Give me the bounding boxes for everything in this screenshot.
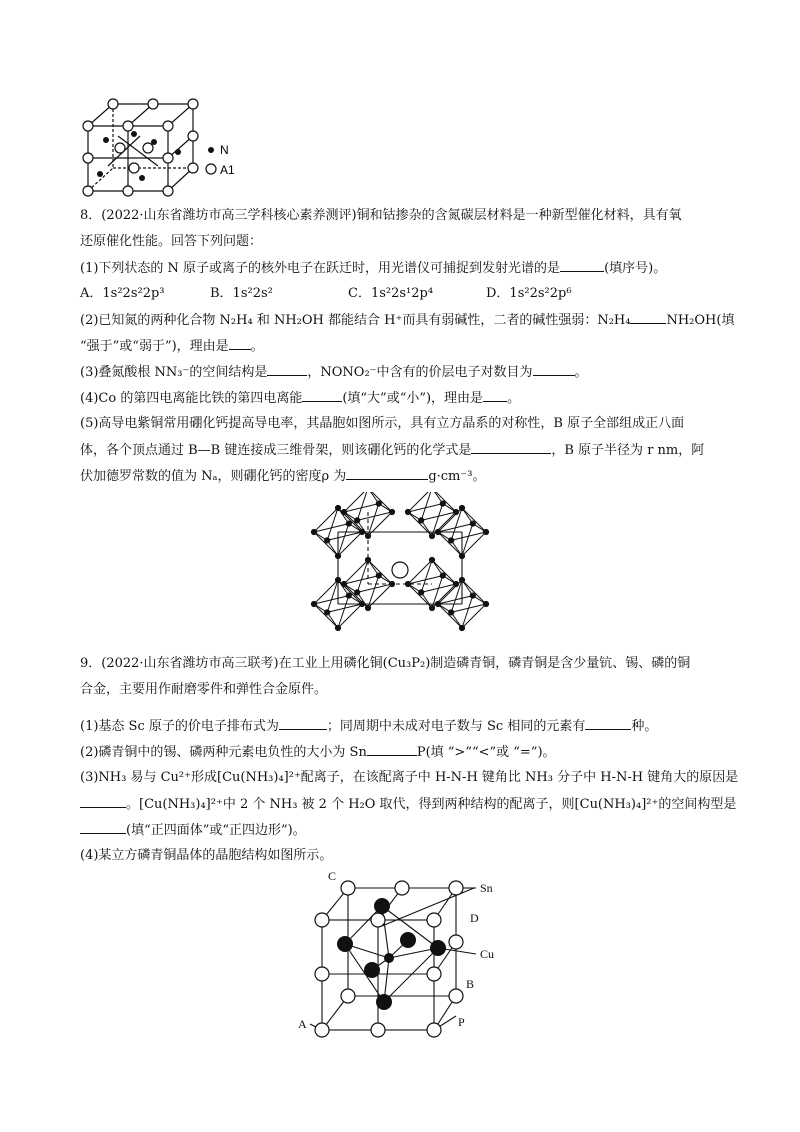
b-atom xyxy=(335,625,340,630)
b-atom xyxy=(311,601,316,606)
b-atom xyxy=(470,593,475,598)
label-d: D xyxy=(470,911,479,925)
q9-part-1 xyxy=(80,716,657,737)
b-atom xyxy=(483,529,488,534)
q8-p2-line2: “强于”或“弱于”)，理由是 xyxy=(80,339,229,354)
b-atom xyxy=(483,601,488,606)
option-b: B．1s²2s² xyxy=(210,286,273,301)
b-atom xyxy=(405,581,410,586)
b-atom xyxy=(341,509,346,514)
q8-p2-end: 。 xyxy=(250,339,264,354)
b-b-bond xyxy=(327,532,362,540)
b-atom xyxy=(419,518,424,523)
label-c: C xyxy=(328,869,337,883)
q8-part-5-line-1: (5)高导电紫铜常用硼化钙提高导电率，其晶胞如图所示，具有立方晶系的对称性，B 原子全部组成正八面 xyxy=(80,416,685,431)
option-c: C．1s²2s¹2p⁴ xyxy=(348,286,434,301)
q8-p5-line2a: 体，各个顶点通过 B—B 键连接成三维骨架，则该硼化钙的化学式是 xyxy=(80,443,472,458)
b-atom xyxy=(449,610,454,615)
b-b-bond xyxy=(451,604,486,612)
q8-p1-tail: (填序号)。 xyxy=(604,261,667,276)
answer-blank[interactable] xyxy=(80,794,126,808)
b-atom xyxy=(335,505,340,510)
q8-p3-text: (3)叠氮酸根 NN₃⁻的空间结构是 xyxy=(80,365,268,380)
q9-part-4: (4)某立方磷青铜晶体的晶胞结构如图所示。 xyxy=(80,848,333,863)
b-b-bond xyxy=(438,604,462,628)
b-atom xyxy=(459,505,464,510)
answer-blank[interactable] xyxy=(471,440,551,454)
label-p: P xyxy=(458,1015,465,1029)
q8-p5-line3a: 伏加德罗常数的值为 Nₐ，则硼化钙的密度ρ 为 xyxy=(80,469,347,484)
b-atom xyxy=(376,501,381,506)
b-atom xyxy=(453,581,458,586)
b-atom xyxy=(389,581,394,586)
label-cu: Cu xyxy=(480,947,495,961)
b-b-bond xyxy=(357,584,392,592)
option-d: D．1s²2s²2p⁶ xyxy=(486,286,572,301)
label-sn: Sn xyxy=(480,881,493,895)
b-atom xyxy=(311,529,316,534)
b-atom xyxy=(453,509,458,514)
b-b-bond xyxy=(327,604,362,612)
b-atom xyxy=(365,605,370,610)
answer-blank[interactable] xyxy=(279,716,327,730)
answer-blank[interactable] xyxy=(630,310,666,324)
b-atom xyxy=(355,590,360,595)
q8-p3-end: 。 xyxy=(574,365,588,380)
q8-part-5-line-2 xyxy=(80,440,704,461)
b-atom xyxy=(459,577,464,582)
b-atom xyxy=(335,553,340,558)
q9-part-3-line-3 xyxy=(80,820,306,841)
q8-p1-text: (1)下列状态的 N 原子或离子的核外电子在跃迁时，用光谱仪可捕捉到发射光谱的是 xyxy=(80,261,561,276)
ca-atom xyxy=(392,562,408,578)
b-b-bond xyxy=(462,508,486,532)
q8-part-1 xyxy=(80,258,666,279)
b-atom xyxy=(440,501,445,506)
aln-crystal-figure xyxy=(78,96,248,200)
b-atom xyxy=(346,593,351,598)
answer-blank[interactable] xyxy=(302,388,342,402)
q9-p1-mid: ；同周期中未成对电子数与 Sc 相同的元素有 xyxy=(326,719,586,734)
b-atom xyxy=(405,509,410,514)
q8-p2-text: (2)已知氮的两种化合物 N₂H₄ 和 NH₂OH 都能结合 H⁺而具有弱碱性，二者的碱性强弱：N₂H₄ xyxy=(80,313,631,328)
q9-p3-line3: (填“正四面体”或“正四边形”)。 xyxy=(126,823,306,838)
b-atom xyxy=(335,577,340,582)
b-atom xyxy=(389,509,394,514)
q8-part-3 xyxy=(80,362,588,383)
q8-part-5-line-3 xyxy=(80,466,485,487)
b-atom xyxy=(459,553,464,558)
b-b-bond xyxy=(451,532,486,540)
q8-title-line-1: 8．(2022·山东省潍坊市高三学科核心素养测评)铜和钴掺杂的含氮碳层材料是一种新型催化材料，具有氧 xyxy=(80,208,682,223)
answer-blank[interactable] xyxy=(267,362,307,376)
b-atom xyxy=(325,610,330,615)
b-atom xyxy=(325,538,330,543)
q9-part-3-line-1: (3)NH₃ 易与 Cu²⁺形成[Cu(NH₃)₄]²⁺配离子，在该配离子中 H-N-H 键角比 NH₃ 分子中 H-N-H 键角大的原因是 xyxy=(80,770,739,785)
b-b-bond xyxy=(438,532,462,556)
b-atom xyxy=(346,521,351,526)
q8-title-line-2: 还原催化性能。回答下列问题： xyxy=(80,234,263,249)
q8-p5-line2b: ，B 原子半径为 r nm，阿 xyxy=(551,443,705,458)
answer-blank[interactable] xyxy=(346,466,428,480)
answer-blank[interactable] xyxy=(585,716,631,730)
b-atom xyxy=(429,557,434,562)
q8-part-2 xyxy=(80,310,734,331)
b-atom xyxy=(355,518,360,523)
q9-title-line-2: 合金，主要用作耐磨零件和弹性合金原件。 xyxy=(80,682,328,697)
phosphor-bronze-crystal-figure xyxy=(290,866,520,1042)
b-atom xyxy=(440,573,445,578)
b-atom xyxy=(429,605,434,610)
q8-p5-line3b: g·cm⁻³。 xyxy=(428,469,486,484)
b-b-bond xyxy=(432,560,456,584)
q8-p4-mid: (填“大”或“小”)，理由是 xyxy=(342,391,484,406)
b-atom xyxy=(470,521,475,526)
label-b: B xyxy=(466,977,475,991)
b-b-bond xyxy=(368,560,392,584)
answer-blank[interactable] xyxy=(483,388,507,402)
b-atom xyxy=(341,581,346,586)
q9-p1-end: 种。 xyxy=(631,719,658,734)
legend-n: N xyxy=(220,143,229,157)
q8-p4-end: 。 xyxy=(507,391,521,406)
answer-blank[interactable] xyxy=(367,742,417,756)
b-atom xyxy=(449,538,454,543)
q8-p3-mid: ，NONO₂⁻中含有的价层电子对数目为 xyxy=(307,365,533,380)
q8-part-4 xyxy=(80,388,520,409)
q9-p2-end: P(填 “>”“<”或 “=”)。 xyxy=(416,745,556,760)
legend-al: A1 xyxy=(220,163,235,177)
q9-p1-text: (1)基态 Sc 原子的价电子排布式为 xyxy=(80,719,279,734)
b-atom xyxy=(419,590,424,595)
answer-blank[interactable] xyxy=(80,820,126,834)
q9-part-2 xyxy=(80,742,556,763)
b-b-bond xyxy=(314,604,338,628)
b-atom xyxy=(365,557,370,562)
q9-p2-text: (2)磷青铜中的锡、磷两种元素电负性的大小为 Sn xyxy=(80,745,367,760)
q9-part-3-line-2 xyxy=(80,794,736,815)
b-atom xyxy=(365,533,370,538)
answer-blank[interactable] xyxy=(229,336,251,350)
option-a: A．1s²2s²2p³ xyxy=(80,286,165,301)
q8-options xyxy=(80,284,572,304)
cab6-crystal-figure xyxy=(300,492,500,640)
label-a: A xyxy=(298,1017,307,1031)
b-atom xyxy=(459,625,464,630)
q8-part-2-line-2 xyxy=(80,336,264,357)
b-atom xyxy=(429,533,434,538)
q9-p3-line2a: 。[Cu(NH₃)₄]²⁺中 2 个 NH₃ 被 2 个 H₂O 取代，得到两种结构的配离子，则[Cu(NH₃)₄]²⁺的空间构型是 xyxy=(126,797,737,812)
q8-p4-text: (4)Co 的第四电离能比铁的第四电离能 xyxy=(80,391,303,406)
q8-p2-mid: NH₂OH(填 xyxy=(666,313,735,328)
b-b-bond xyxy=(314,532,338,556)
b-b-bond xyxy=(462,580,486,604)
b-atom xyxy=(376,573,381,578)
b-b-bond xyxy=(357,512,392,520)
answer-blank[interactable] xyxy=(533,362,575,376)
answer-blank[interactable] xyxy=(560,258,604,272)
q9-title-line-1: 9．(2022·山东省潍坊市高三联考)在工业上用磷化铜(Cu₃P₂)制造磷青铜，磷青铜是含少量钪、锡、磷的铜 xyxy=(80,656,691,671)
